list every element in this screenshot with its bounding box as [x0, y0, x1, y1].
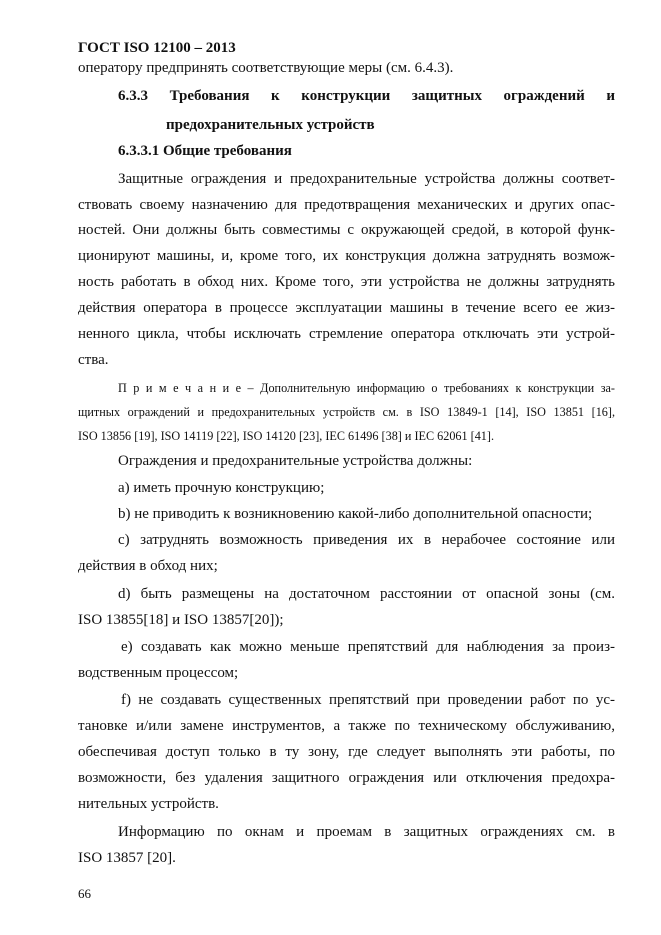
text-line: ства. [78, 352, 109, 368]
list-item: b) не приводить к возникновению какой-либо дополнительной опасности; [118, 506, 593, 522]
subsection-heading: 6.3.3.1 Общие требования [118, 143, 292, 159]
list-item: c) затруднять возможность приведения их в нерабочее состояние или [118, 532, 615, 548]
text-line: ISO 13857 [20]. [78, 850, 176, 866]
list-item-continued: обеспечивая доступ только в ту зону, где следует выполнять эти работы, по [78, 744, 615, 760]
list-item-continued: нительных устройств. [78, 796, 219, 812]
text-line: ствовать своему назначению для предотвращения механических и других опас- [78, 197, 615, 213]
text-line: ность работать в обход них. Кроме того, эти устройства не должны затруднять [78, 274, 615, 290]
note-line: П р и м е ч а н и е – Дополнительную информацию о требованиях к конструкции за- [118, 381, 615, 395]
text-line: Ограждения и предохранительные устройства должны: [118, 453, 473, 469]
section-heading-continued: предохранительных устройств [166, 117, 375, 133]
list-item: e) создавать как можно меньше препятствий для наблюдения за произ- [121, 639, 615, 655]
list-item-continued: ISO 13855[18] и ISO 13857[20]); [78, 612, 284, 628]
text-line: оператору предпринять соответствующие меры (см. 6.4.3). [78, 60, 454, 76]
note-line: щитных ограждений и предохранительных устройств см. в ISO 13849-1 [14], ISO 13851 [16], [78, 405, 615, 419]
text-line: ненного цикла, чтобы исключать стремление оператора отключать эти устрой- [78, 326, 615, 342]
text-line: ностей. Они должны быть совместимы с окружающей средой, в которой функ- [78, 222, 615, 238]
document-header: ГОСТ ISO 12100 – 2013 [78, 40, 236, 56]
list-item-continued: водственным процессом; [78, 665, 239, 681]
list-item: a) иметь прочную конструкцию; [118, 480, 325, 496]
text-line: Информацию по окнам и проемам в защитных ограждениях см. в [118, 824, 615, 840]
section-heading: 6.3.3 Требования к конструкции защитных ограждений и [118, 88, 615, 104]
text-line: действия оператора в процессе эксплуатации машины в течение всего ее жиз- [78, 300, 615, 316]
text-line: ционируют машины, и, кроме того, их конструкция должна затруднять возмож- [78, 248, 615, 264]
list-item-continued: действия в обход них; [78, 558, 218, 574]
note-line: ISO 13856 [19], ISO 14119 [22], ISO 14120 [23], IEC 61496 [38] и IEC 62061 [41]. [78, 429, 495, 443]
list-item-continued: возможности, без удаления защитного ограждения или отключения предохра- [78, 770, 615, 786]
list-item-continued: тановке и/или замене инструментов, а также по техническому обслуживанию, [78, 718, 615, 734]
text-line: Защитные ограждения и предохранительные устройства должны соответ- [118, 171, 615, 187]
list-item: f) не создавать существенных препятствий при проведении работ по ус- [121, 692, 615, 708]
list-item: d) быть размещены на достаточном расстоянии от опасной зоны (см. [118, 586, 615, 602]
page-number: 66 [78, 886, 91, 901]
